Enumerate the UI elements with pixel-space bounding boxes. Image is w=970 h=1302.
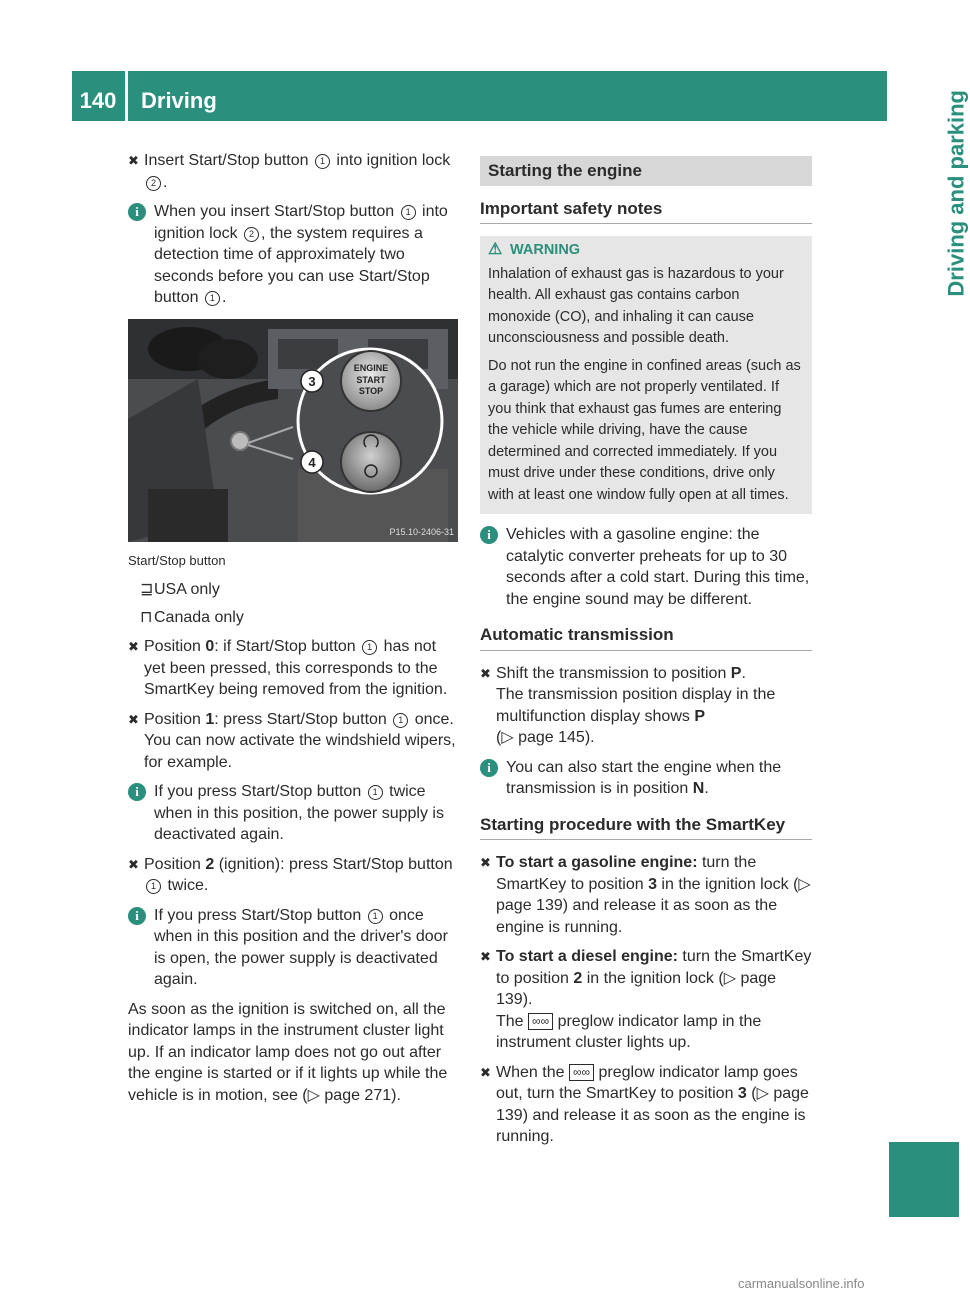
callout-1-icon: 1: [315, 154, 330, 169]
info-icon: i: [480, 759, 498, 777]
callout-1-icon: 1: [368, 909, 383, 924]
callout-2-icon: 2: [244, 227, 259, 242]
svg-text:3: 3: [308, 373, 316, 389]
svg-text:START: START: [356, 374, 386, 385]
left-column: [128, 150, 460, 1106]
callout-1-icon: 1: [362, 640, 377, 655]
svg-text:4: 4: [308, 454, 316, 470]
step-arrow-icon: ✖: [128, 639, 139, 654]
step-position-2: ✖ Position 2 (ignition): press Start/Stop button 1 twice.: [128, 855, 453, 894]
page-ref-arrow-icon: ▷: [307, 1086, 325, 1104]
preglow-icon: ∞∞: [528, 1013, 553, 1030]
legend-item-canada: ⊓ Canada only: [128, 607, 460, 629]
step-arrow-icon: ✖: [128, 856, 139, 872]
step-preglow-out: ✖ When the ∞∞ preglow indicator lamp goes out, turn the SmartKey to position 3 (▷ page 139) and release it as soon as the engine is running.: [480, 1063, 809, 1145]
legend-item-usa: ⊒ USA only: [128, 579, 460, 601]
warning-box: [480, 236, 812, 514]
info-icon: i: [480, 526, 498, 544]
callout-1-icon: 1: [401, 205, 416, 220]
footer-watermark: carmanualsonline.info: [738, 1276, 865, 1291]
callout-1-icon: 1: [368, 785, 383, 800]
info-press-once: i If you press Start/Stop button 1 once when in this position and the driver's door is open, the power supply is deactivated again.: [128, 905, 460, 991]
step-arrow-icon: ✖: [480, 855, 491, 870]
step-shift-to-p: ✖ Shift the transmission to position P. The transmission position display in the multifunction display shows P (▷ page 145).: [480, 664, 776, 746]
step-insert-button: ✖ Insert Start/Stop button 1 into ignition lock 2 .: [128, 152, 451, 191]
start-stop-figure: [128, 319, 458, 542]
info-detection-time: i When you insert Start/Stop button 1 into ignition lock 2 , the system requires a detection time of approximately two seconds before you can use Start/Stop button 1 .: [128, 201, 460, 309]
info-icon: i: [128, 783, 146, 801]
warning-paragraph-2: Do not run the engine in confined areas (such as a garage) which are not properly ventilated. If you think that exhaust gas fumes are entering the vehicle while driving, have the cause determined and corrected immediately. If you must drive under these conditions, drive only with at least one window fully open at all times.: [488, 357, 801, 503]
page-title: Driving: [141, 88, 217, 113]
indicator-lamps-paragraph: As soon as the ignition is switched on, all the indicator lamps in the instrument cluster light up. If an indicator lamp does not go out after the engine is started or if it lights up while the vehicle is in motion, see (▷ page 271).: [128, 1000, 448, 1104]
step-start-diesel: ✖ To start a diesel engine: turn the SmartKey to position 2 in the ignition lock (▷ page 139). The ∞∞ preglow indicator lamp in the instrument cluster lights up.: [480, 948, 812, 1051]
warning-paragraph-1: Inhalation of exhaust gas is hazardous to your health. All exhaust gas contains carbon monoxide (CO), and inhaling it can cause unconsciousness and possible death.: [488, 265, 784, 346]
right-column: [480, 156, 812, 1156]
svg-text:P15.10-2406-31: P15.10-2406-31: [389, 526, 454, 537]
step-arrow-icon: ✖: [128, 711, 139, 727]
info-position-n: i You can also start the engine when the transmission is in position N.: [480, 757, 812, 800]
step-position-1: ✖ Position 1: press Start/Stop button 1 once. You can now activate the windshield wipers, for example.: [128, 710, 456, 771]
svg-text:STOP: STOP: [358, 385, 384, 396]
info-icon: i: [128, 203, 146, 221]
callout-3-icon: ⊒: [140, 581, 154, 598]
warning-triangle-icon: ⚠: [488, 241, 503, 258]
side-tab-label: Driving and parking: [944, 90, 969, 297]
step-arrow-icon: ✖: [480, 949, 491, 964]
callout-4-icon: ⊓: [140, 608, 153, 626]
subsection-safety-notes: Important safety notes: [480, 198, 812, 225]
start-stop-illustration: [128, 319, 458, 542]
warning-title: ⚠ WARNING: [510, 240, 804, 262]
step-arrow-icon: ✖: [128, 153, 139, 168]
figure-caption: Start/Stop button: [128, 552, 226, 568]
callout-1-icon: 1: [146, 879, 161, 894]
subsection-automatic-transmission: Automatic transmission: [480, 624, 812, 651]
section-heading: Starting the engine: [480, 156, 812, 186]
callout-1-icon: 1: [393, 713, 408, 728]
preglow-icon: ∞∞: [569, 1064, 594, 1081]
header-divider: [125, 71, 128, 121]
info-press-twice: i If you press Start/Stop button 1 twice when in this position, the power supply is deactivated again.: [128, 781, 460, 846]
svg-text:ENGINE: ENGINE: [353, 362, 389, 373]
info-icon: i: [128, 907, 146, 925]
step-arrow-icon: ✖: [480, 665, 491, 681]
side-tab-marker: [889, 1142, 959, 1217]
subsection-smartkey: Starting procedure with the SmartKey: [480, 814, 812, 841]
page-number: 140: [79, 88, 117, 113]
callout-1-icon: 1: [205, 291, 220, 306]
info-gasoline-engine: i Vehicles with a gasoline engine: the catalytic converter preheats for up to 30 seconds after a cold start. During this time, the engine sound may be different.: [480, 524, 812, 610]
step-start-gasoline: ✖ To start a gasoline engine: turn the SmartKey to position 3 in the ignition lock (▷ page 139) and release it as soon as the engine is running.: [480, 854, 811, 936]
step-arrow-icon: ✖: [480, 1064, 491, 1080]
callout-2-icon: 2: [146, 176, 161, 191]
step-position-0: ✖ Position 0: if Start/Stop button 1 has not yet been pressed, this corresponds to the SmartKey being removed from the ignition.: [128, 638, 448, 698]
